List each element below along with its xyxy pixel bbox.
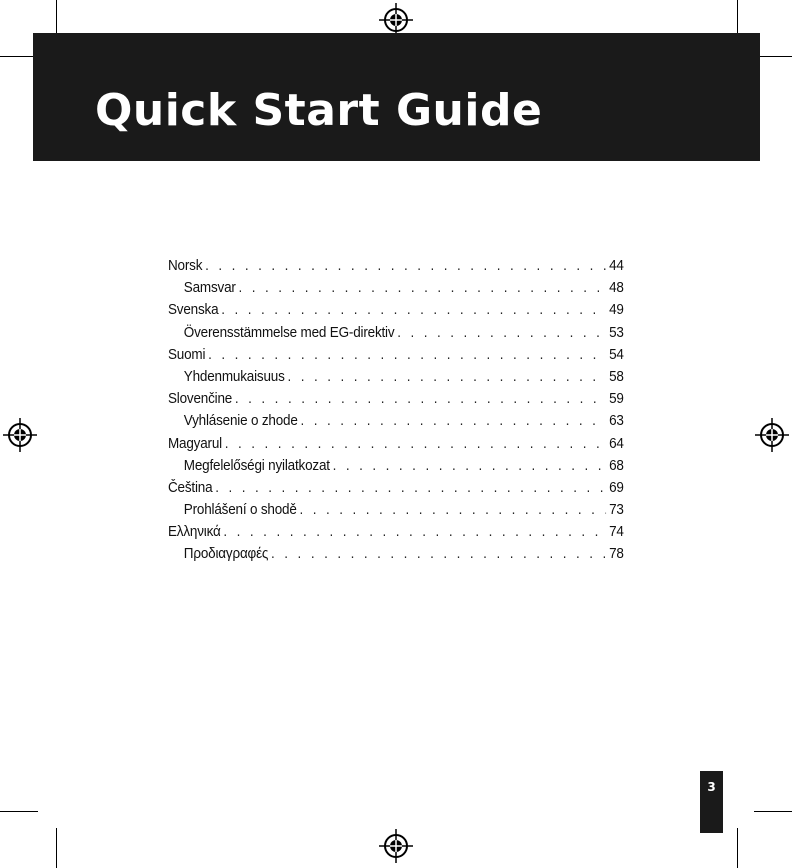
toc-entry[interactable] <box>168 480 624 502</box>
registration-mark-icon <box>379 829 413 863</box>
toc-entry[interactable] <box>168 524 624 546</box>
toc-entry-label: Slovenčine <box>168 391 233 408</box>
toc-leader-dots <box>333 458 607 474</box>
toc-entry-label: Ελληνικά <box>168 524 221 541</box>
toc-subentry[interactable] <box>168 413 624 435</box>
crop-mark-bottom-right <box>737 828 738 868</box>
crop-mark-left-bottom <box>0 811 38 812</box>
toc-entry-label: Čeština <box>168 479 213 496</box>
toc-entry-label: Προδιαγραφές <box>183 546 269 563</box>
toc-entry-label: Yhdenmukaisuus <box>183 368 285 385</box>
toc-subentry[interactable] <box>168 280 624 302</box>
registration-mark-icon <box>3 418 37 452</box>
toc-subentry[interactable] <box>168 325 624 347</box>
toc-entry-page: 44 <box>609 258 624 274</box>
toc-entry-page: 64 <box>609 435 624 452</box>
toc-entry-page: 48 <box>609 280 624 297</box>
toc-leader-dots <box>235 391 606 407</box>
toc-entry-page: 69 <box>609 479 624 496</box>
toc-entry-page: 58 <box>609 368 624 385</box>
toc-leader-dots <box>271 546 606 562</box>
toc-entry[interactable] <box>168 347 624 369</box>
toc-leader-dots <box>299 502 606 518</box>
toc-leader-dots <box>397 325 606 341</box>
toc-entry-label: Överensstämmelse med EG-direktiv <box>183 324 395 341</box>
toc-entry[interactable] <box>168 436 624 458</box>
toc-entry-page: 74 <box>609 524 624 541</box>
toc-entry-page: 54 <box>609 346 624 363</box>
toc-entry-label: Magyarul <box>168 435 222 452</box>
toc-leader-dots <box>215 480 606 496</box>
toc-subentry[interactable] <box>168 546 624 568</box>
registration-mark-icon <box>379 3 413 37</box>
toc-entry-label: Suomi <box>168 346 206 363</box>
toc-entry[interactable] <box>168 302 624 324</box>
toc-entry[interactable] <box>168 391 624 413</box>
toc-entry-label: Samsvar <box>183 280 236 297</box>
toc-subentry[interactable] <box>168 369 624 391</box>
toc-leader-dots <box>300 413 606 429</box>
crop-mark-right-bottom <box>754 811 792 812</box>
toc-entry-page: 59 <box>609 391 624 408</box>
toc-entry-label: Norsk <box>168 258 203 274</box>
toc-entry-label: Megfelelőségi nyilatkozat <box>183 457 330 474</box>
toc-subentry[interactable] <box>168 502 624 524</box>
toc-entry-page: 68 <box>609 457 624 474</box>
toc-entry-label: Svenska <box>168 302 219 319</box>
toc-entry-label: Prohlášení o shodě <box>183 502 297 519</box>
toc-leader-dots <box>205 258 606 274</box>
toc-leader-dots <box>223 524 606 540</box>
toc-entry-page: 78 <box>609 546 624 563</box>
toc-entry-page: 63 <box>609 413 624 430</box>
toc-leader-dots <box>287 369 606 385</box>
page-number-tab <box>700 771 723 833</box>
title-banner <box>33 33 760 161</box>
toc-entry-label: Vyhlásenie o zhode <box>183 413 298 430</box>
page-title: Quick Start Guide <box>95 85 543 136</box>
registration-mark-icon <box>755 418 789 452</box>
table-of-contents <box>168 258 624 569</box>
toc-entry-page: 49 <box>609 302 624 319</box>
toc-leader-dots <box>208 347 606 363</box>
crop-mark-bottom-left <box>56 828 57 868</box>
toc-leader-dots <box>239 280 607 296</box>
toc-leader-dots <box>221 302 606 318</box>
toc-entry-page: 73 <box>609 502 624 519</box>
toc-entry[interactable] <box>168 258 624 280</box>
toc-entry-page: 53 <box>609 324 624 341</box>
toc-leader-dots <box>225 436 607 452</box>
toc-subentry[interactable] <box>168 458 624 480</box>
page-number: 3 <box>707 780 716 794</box>
